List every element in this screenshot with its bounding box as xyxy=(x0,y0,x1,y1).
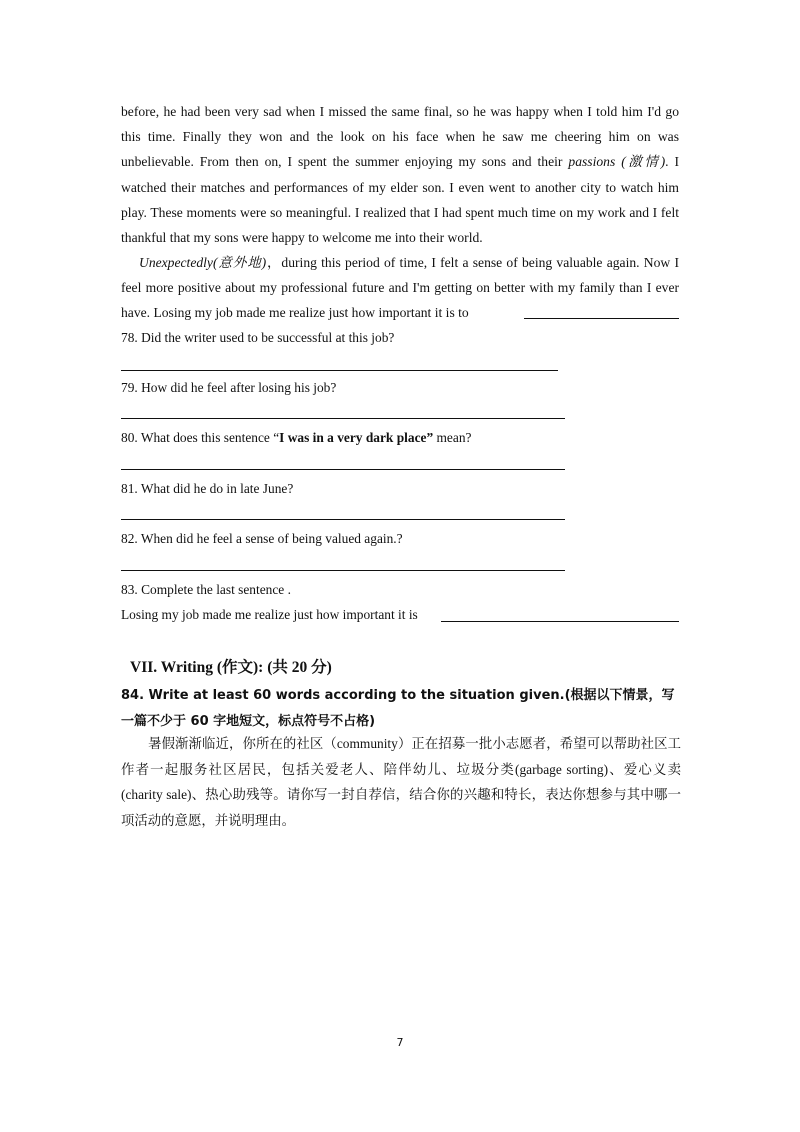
question-80-quote: I was in a very dark place” xyxy=(279,430,434,445)
question-80-post: mean? xyxy=(433,430,472,445)
answer-line-78[interactable] xyxy=(121,370,558,371)
question-78: 78. Did the writer used to be successful at this job? xyxy=(121,330,395,345)
writing-task-instruction: 84. Write at least 60 words according to the situation given.(根据以下情景，写一篇不少于 60 字地短文，标点符号不占格) xyxy=(121,688,675,729)
question-83: 83. Complete the last sentence . xyxy=(121,582,291,597)
question-81: 81. What did he do in late June? xyxy=(121,481,294,496)
passage-paragraph-1 xyxy=(121,99,679,250)
writing-section-heading: VII. Writing (作文): (共 20 分) xyxy=(130,659,332,676)
answer-line-80[interactable] xyxy=(121,469,565,470)
paragraph-1-text-b: . I watched their matches and performances of my elder son. I even went to another city to watch him play. These moments were so meaningful. I realized that I had spent much time on my work and I felt thankful that my sons were happy to welcome me into their world. xyxy=(121,154,679,246)
question-79: 79. How did he feel after losing his job? xyxy=(121,380,337,395)
writing-prompt xyxy=(121,731,681,833)
question-83-sentence: Losing my job made me realize just how important it is xyxy=(121,607,418,622)
question-80-pre: 80. What does this sentence “ xyxy=(121,430,280,445)
answer-line-83[interactable] xyxy=(441,621,679,622)
passage-blank-line[interactable] xyxy=(524,318,679,319)
paragraph-2-italic: Unexpectedly(意外地) xyxy=(139,255,267,270)
answer-line-79[interactable] xyxy=(121,418,565,419)
page-number: 7 xyxy=(396,1036,404,1049)
writing-prompt-text: 暑假渐渐临近，你所在的社区（community）正在招募一批小志愿者，希望可以帮助社区工作者一起服务社区居民，包括关爱老人、陪伴幼儿、垃圾分类(garbage sorting)、爱心义卖(charity sale)、热心助残等。请你写一封自荐信，结合你的兴趣和特长，表达你想参与其中哪一项活动的意愿，并说明理由。 xyxy=(121,736,681,828)
answer-line-82[interactable] xyxy=(121,570,565,571)
question-80 xyxy=(121,430,471,446)
paragraph-1-text-a: before, he had been very sad when I missed the same final, so he was happy when I told him I'd go this time. Finally they won and the look on his face when he saw me cheering him on was unbelievable. From then on, I spent the summer enjoying my sons and their xyxy=(121,104,679,170)
paragraph-2-text: ，during this period of time, I felt a sense of being valuable again. Now I feel more positive about my professional future and I'm getting on better with my family than I ever have. Losing my job made me realize just how important it is to xyxy=(121,255,679,321)
passage-paragraph-2 xyxy=(121,250,679,326)
answer-line-81[interactable] xyxy=(121,519,565,520)
question-82: 82. When did he feel a sense of being valued again.? xyxy=(121,531,403,546)
paragraph-1-italic: passions (激情) xyxy=(568,154,666,170)
